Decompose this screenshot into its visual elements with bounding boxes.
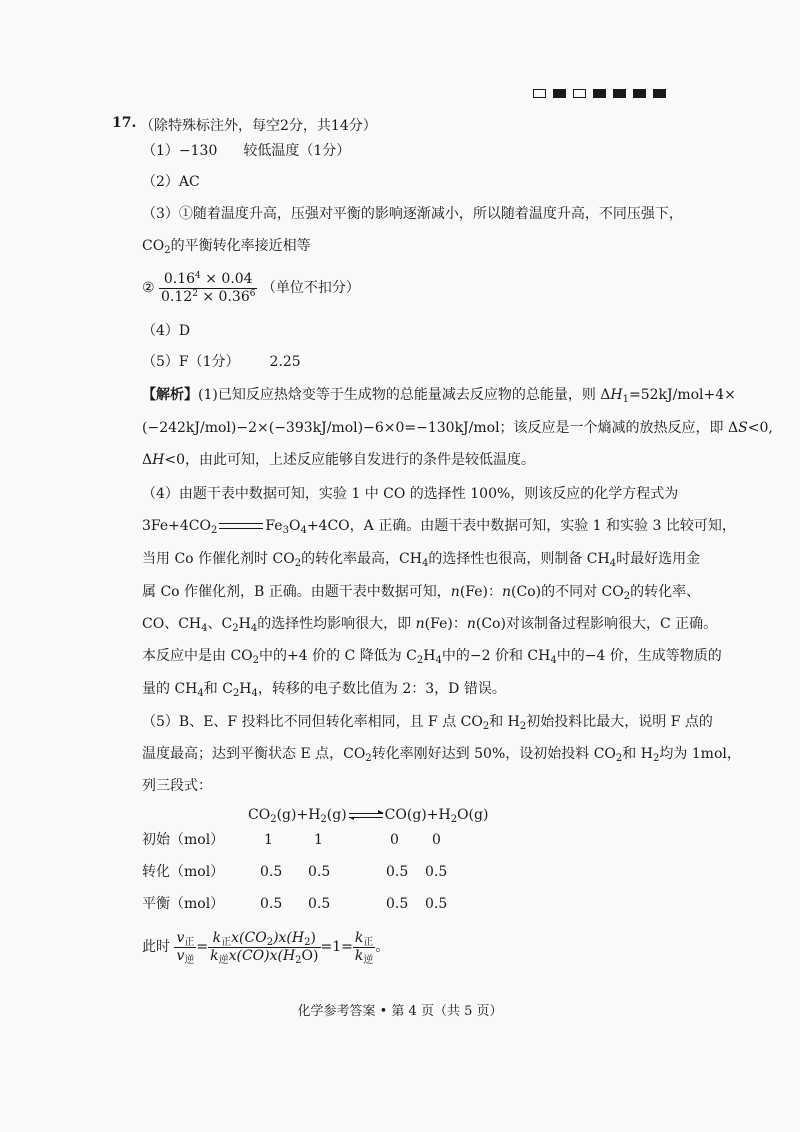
text-fragment: 当用 Co 作催化剂时 CO bbox=[142, 551, 295, 567]
cell: 0.5 bbox=[260, 864, 283, 880]
text-fragment: O) bbox=[301, 947, 319, 964]
answer-label: （3） bbox=[142, 206, 179, 222]
text-fragment: (g)+H bbox=[276, 807, 321, 823]
text-fragment: 中的+4 价的 C 降低为 C bbox=[259, 648, 417, 664]
text-fragment: 的选择性也很高，则制备 CH bbox=[428, 551, 610, 567]
subscript: 正 bbox=[363, 936, 374, 948]
answer-4 bbox=[142, 321, 190, 341]
answer-5 bbox=[142, 352, 301, 372]
text-fragment: v bbox=[176, 947, 185, 964]
subscript: 2 bbox=[482, 721, 490, 732]
cell: 0.5 bbox=[308, 896, 331, 912]
cell: 0.5 bbox=[308, 864, 331, 880]
cell: 0.5 bbox=[386, 896, 409, 912]
subscript: 2 bbox=[320, 814, 327, 825]
subscript: 2 bbox=[232, 623, 239, 634]
text-fragment: 的选择性均影响很大，即 bbox=[257, 616, 416, 632]
superscript: 4 bbox=[195, 270, 201, 281]
mark-empty bbox=[573, 89, 586, 98]
text-fragment: × 0.36 bbox=[202, 288, 250, 305]
equilibrium-arrow-icon bbox=[349, 811, 383, 820]
subscript: 4 bbox=[251, 688, 258, 699]
analysis-p1-l2 bbox=[142, 418, 773, 438]
text-fragment: n bbox=[466, 616, 476, 632]
answer-label: （4） bbox=[142, 323, 179, 339]
text-fragment: 的平衡转化率接近相等 bbox=[170, 238, 311, 254]
analysis-p5-l1 bbox=[142, 712, 713, 732]
analysis-p1-l3 bbox=[142, 450, 535, 470]
text-fragment: S bbox=[738, 420, 748, 436]
answer-3-line-2 bbox=[142, 236, 311, 256]
text-fragment: 、C bbox=[207, 616, 233, 632]
answer-1 bbox=[142, 141, 350, 161]
text-fragment: (Fe)： bbox=[424, 616, 467, 632]
subscript: 2 bbox=[623, 591, 631, 602]
cell: 0.5 bbox=[425, 864, 448, 880]
text-fragment: 3Fe+4CO bbox=[142, 518, 211, 534]
text-fragment: 的转化率最高，CH bbox=[301, 551, 422, 567]
text-fragment: (g) bbox=[326, 807, 347, 823]
analysis-p4-l2 bbox=[142, 516, 736, 536]
text-fragment: 中的−2 价和 CH bbox=[441, 648, 551, 664]
cell: 1 bbox=[264, 832, 273, 848]
text-fragment: 均为 1mol， bbox=[659, 746, 741, 762]
fraction bbox=[353, 930, 375, 965]
equals-sign bbox=[219, 523, 263, 529]
analysis-p4-l5 bbox=[142, 614, 717, 634]
answer-value: −130 bbox=[178, 143, 218, 159]
text-fragment: (−242kJ/mol)−2×(−393kJ/mol)−6×0=−130kJ/mol；该反应是一个熵减的放热反应，即 Δ bbox=[142, 420, 739, 436]
analysis-p4-l7 bbox=[142, 679, 506, 699]
text-fragment: O bbox=[288, 518, 301, 534]
analysis-title: 【解析】 bbox=[142, 387, 198, 403]
mark-filled bbox=[593, 89, 606, 98]
text-fragment: 0.16 bbox=[163, 270, 196, 287]
text-fragment: x(CO bbox=[231, 929, 267, 946]
subscript: 4 bbox=[250, 623, 258, 634]
subscript: 正 bbox=[221, 936, 232, 948]
answer-value-2: 2.25 bbox=[269, 354, 301, 370]
text-fragment: 中的−4 价，生成等物质的 bbox=[556, 648, 722, 664]
text-fragment: CO bbox=[142, 238, 165, 254]
answer-value: D bbox=[178, 323, 191, 339]
text-fragment: )x(H bbox=[273, 929, 305, 946]
mark-filled bbox=[553, 89, 566, 98]
analysis-p4-l4 bbox=[142, 582, 700, 602]
header-marks bbox=[533, 89, 666, 101]
cell: 0.5 bbox=[260, 896, 283, 912]
text-fragment: k bbox=[354, 947, 364, 964]
text-fragment: H bbox=[239, 681, 252, 697]
answer-label: （1） bbox=[142, 143, 179, 159]
text-fragment: H bbox=[152, 452, 165, 468]
row-label: 初始（mol） bbox=[142, 832, 225, 848]
subscript: 2 bbox=[210, 525, 218, 536]
text-fragment: H bbox=[423, 648, 436, 664]
question-number: 17. bbox=[112, 115, 137, 131]
text-fragment: k bbox=[212, 929, 222, 946]
equilibrium-equation bbox=[248, 805, 488, 825]
subscript: 4 bbox=[197, 688, 204, 699]
subscript: 4 bbox=[550, 655, 557, 666]
answer-label: （5） bbox=[142, 354, 179, 370]
text-fragment: 转化率刚好达到 50%，设初始投料 CO bbox=[371, 746, 616, 762]
text-fragment: ) bbox=[310, 929, 316, 946]
subscript: 2 bbox=[615, 753, 623, 764]
subscript: 2 bbox=[450, 814, 458, 825]
text-fragment: (Co)对该制备过程影响很大，C 正确。 bbox=[475, 616, 718, 632]
text-fragment: n bbox=[501, 584, 512, 600]
text-fragment: H bbox=[238, 616, 251, 632]
text-fragment: （5）B、E、F 投料比不同但转化率相同，且 F 点 CO bbox=[142, 714, 483, 730]
subscript: 2 bbox=[252, 655, 260, 666]
text-fragment: (Co)的不同对 CO bbox=[511, 584, 624, 600]
text-fragment: 温度最高；达到平衡状态 E 点，CO bbox=[142, 746, 366, 762]
subscript: 2 bbox=[270, 814, 277, 825]
text-fragment: =1= bbox=[320, 939, 353, 955]
subscript: 2 bbox=[652, 753, 660, 764]
row-label: 平衡（mol） bbox=[142, 896, 225, 912]
text-fragment: × 0.04 bbox=[205, 270, 253, 287]
text-fragment: 量的 CH bbox=[142, 681, 198, 697]
answer-value: AC bbox=[178, 174, 200, 190]
text-fragment: 和 H bbox=[489, 714, 520, 730]
text-fragment: 属 Co 作催化剂，B 正确。由题干表中数据可知， bbox=[142, 584, 451, 600]
subscript: 2 bbox=[519, 721, 527, 732]
subscript: 逆 bbox=[218, 954, 229, 966]
circled-marker: ② bbox=[142, 280, 155, 296]
subscript: 2 bbox=[232, 688, 240, 699]
page-footer: 化学参考答案 • 第 4 页（共 5 页） bbox=[297, 1004, 503, 1019]
superscript: 6 bbox=[249, 288, 256, 299]
answer-text: 较低温度（1分） bbox=[243, 143, 351, 159]
question-note: （除特殊标注外，每空2分，共14分） bbox=[140, 118, 377, 134]
text-fragment: O(g) bbox=[457, 807, 489, 823]
text-fragment: 此时 bbox=[142, 939, 170, 955]
subscript: 3 bbox=[282, 525, 289, 536]
subscript: 4 bbox=[435, 655, 442, 666]
text-fragment: 0.12 bbox=[161, 288, 193, 305]
subscript: 2 bbox=[164, 245, 171, 256]
text-fragment: 本反应中是由 CO bbox=[142, 648, 253, 664]
text-fragment: Fe bbox=[265, 518, 283, 534]
mark-filled bbox=[653, 89, 666, 98]
subscript: 4 bbox=[300, 525, 307, 536]
subscript: 逆 bbox=[184, 954, 195, 966]
subscript: 4 bbox=[201, 623, 208, 634]
analysis-p5-l2 bbox=[142, 744, 741, 764]
text-fragment: n bbox=[415, 616, 425, 632]
text-fragment: 时最好选用金 bbox=[616, 551, 701, 567]
text-fragment: 。 bbox=[375, 939, 390, 955]
text-fragment: (Fe)： bbox=[459, 584, 502, 600]
text-fragment: 和 C bbox=[203, 681, 233, 697]
subscript: 4 bbox=[609, 558, 617, 569]
text-fragment: <0，由此可知，上述反应能够自发进行的条件是较低温度。 bbox=[164, 452, 535, 468]
answer-3-part-2 bbox=[142, 270, 360, 306]
text-fragment: 初始投料比最大，说明 F 点的 bbox=[526, 714, 713, 730]
fraction bbox=[174, 930, 196, 965]
cell: 0 bbox=[390, 832, 399, 848]
text-fragment: CO、CH bbox=[142, 616, 202, 632]
text-fragment: x(CO)x(H bbox=[228, 947, 296, 964]
subscript: 2 bbox=[416, 655, 424, 666]
mark-filled bbox=[633, 89, 646, 98]
answer-2 bbox=[142, 172, 200, 192]
answer-value: F（1分） bbox=[178, 354, 240, 370]
text-fragment: +4CO，A 正确。由题干表中数据可知，实验 1 和实验 3 比较可知， bbox=[306, 518, 736, 534]
subscript: 2 bbox=[304, 936, 311, 948]
fraction bbox=[159, 271, 257, 306]
fraction bbox=[208, 930, 320, 965]
superscript: 2 bbox=[192, 288, 198, 299]
subscript: 4 bbox=[421, 558, 429, 569]
cell: 0.5 bbox=[425, 896, 448, 912]
cell: 0 bbox=[432, 832, 441, 848]
subscript: 2 bbox=[295, 954, 302, 966]
text-fragment: 的转化率、 bbox=[630, 584, 701, 600]
cell: 0.5 bbox=[386, 864, 409, 880]
subscript: 2 bbox=[365, 753, 372, 764]
text-fragment: Δ bbox=[142, 452, 153, 468]
text-fragment: v bbox=[176, 929, 185, 946]
analysis-p5-l3: 列三段式： bbox=[142, 778, 212, 794]
text-fragment: (1)已知反应热焓变等于生成物的总能量减去反应物的总能量，则 Δ bbox=[198, 387, 611, 403]
rate-expression: 此时 $\frac{v_正}{v_逆}$ = $\frac{k_正x(CO_2)x(H_2)}{k_逆x(CO)x(H_2O)}$ =1= $\frac{k_正}{k_逆}$ 。 bbox=[142, 929, 390, 966]
analysis-p1-l1 bbox=[142, 385, 736, 405]
analysis-p4-l6 bbox=[142, 646, 722, 666]
subscript: 2 bbox=[294, 558, 302, 569]
text-fragment: k bbox=[354, 929, 364, 946]
analysis-p4-l1: （4）由题干表中数据可知，实验 1 中 CO 的选择性 100%，则该反应的化学方程式为 bbox=[142, 486, 679, 502]
text-fragment: n bbox=[450, 584, 460, 600]
text-fragment: CO bbox=[248, 807, 271, 823]
cell: 1 bbox=[314, 832, 323, 848]
note: （单位不扣分） bbox=[261, 280, 360, 296]
mark-empty bbox=[533, 89, 546, 98]
text-fragment: CO(g)+H bbox=[384, 807, 451, 823]
text-fragment: =52kJ/mol+4× bbox=[628, 387, 736, 403]
subscript: 2 bbox=[266, 936, 274, 948]
text-fragment: k bbox=[210, 947, 219, 964]
answer-3-line-1 bbox=[142, 204, 683, 224]
mark-filled bbox=[613, 89, 626, 98]
answer-label: （2） bbox=[142, 174, 179, 190]
row-label: 转化（mol） bbox=[142, 864, 225, 880]
subscript: 正 bbox=[184, 936, 195, 948]
text-fragment: ，转移的电子数比值为 2：3，D 错误。 bbox=[257, 681, 506, 697]
answer-text: ①随着温度升高，压强对平衡的影响逐渐减小，所以随着温度升高，不同压强下， bbox=[178, 206, 683, 222]
subscript: 逆 bbox=[363, 954, 374, 966]
text-fragment: 和 H bbox=[622, 746, 653, 762]
text-fragment: H bbox=[610, 387, 623, 403]
analysis-p4-l3 bbox=[142, 549, 700, 569]
subscript: 1 bbox=[622, 394, 629, 405]
text-fragment: <0, bbox=[747, 420, 773, 436]
